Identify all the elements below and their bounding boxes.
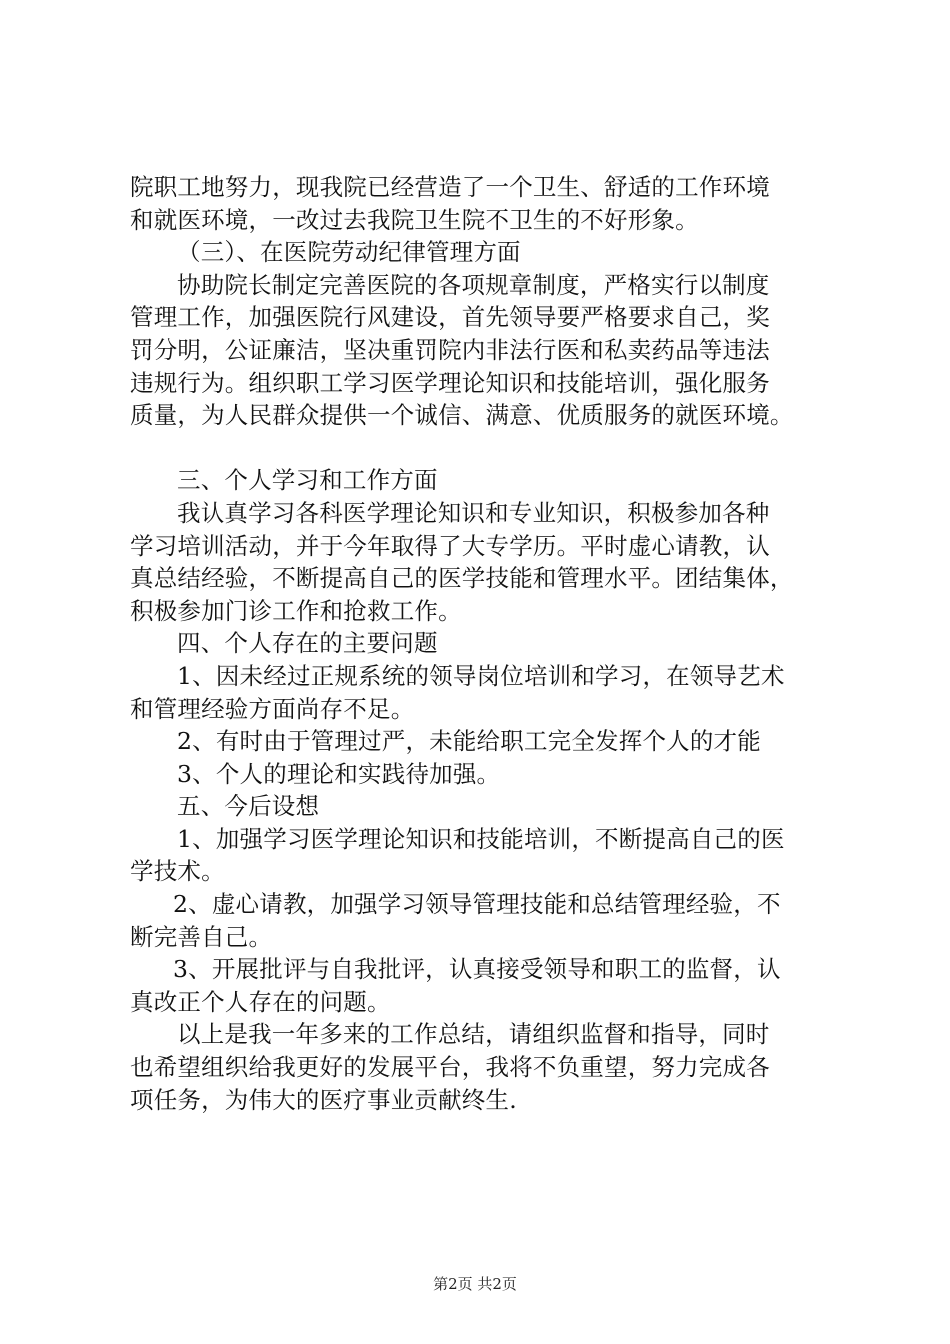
paragraph-line: 罚分明，公证廉洁，坚决重罚院内非法行医和私卖药品等违法	[130, 335, 770, 364]
section-heading: 四、个人存在的主要问题	[177, 629, 438, 658]
paragraph-line: 院职工地努力，现我院已经营造了一个卫生、舒适的工作环境	[130, 173, 770, 201]
paragraph-line: 和管理经验方面尚存不足。	[130, 694, 415, 723]
paragraph-line: 学习培训活动，并于今年取得了大专学历。平时虚心请教，认	[130, 531, 770, 560]
paragraph-line: 积极参加门诊工作和抢救工作。	[130, 596, 462, 625]
paragraph-line: 学技术。	[130, 857, 225, 886]
list-item: 1、加强学习医学理论知识和技能培训，不断提高自己的医	[177, 824, 785, 853]
paragraph-line: 以上是我一年多来的工作总结，请组织监督和指导，同时	[177, 1020, 770, 1049]
section-heading: 五、今后设想	[177, 792, 320, 821]
blank-line	[130, 432, 835, 465]
document-body	[130, 171, 835, 1116]
page-number-footer: 第2页 共2页	[433, 1275, 517, 1293]
section-heading: （三）、在医院劳动纪律管理方面	[177, 238, 521, 267]
paragraph-line: 质量，为人民群众提供一个诚信、满意、优质服务的就医环境。	[130, 401, 794, 430]
paragraph-line: 和就医环境，一改过去我院卫生院不卫生的不好形象。	[130, 205, 699, 234]
list-item: 3、开展批评与自我批评，认真接受领导和职工的监督，认	[173, 955, 781, 984]
paragraph-line: 协助院长制定完善医院的各项规章制度，严格实行以制度	[177, 270, 770, 299]
list-item: 2、虚心请教，加强学习领导管理技能和总结管理经验，不	[173, 890, 781, 919]
paragraph-line: 真总结经验，不断提高自己的医学技能和管理水平。团结集体，	[130, 564, 794, 593]
paragraph-line: 也希望组织给我更好的发展平台，我将不负重望，努力完成各	[130, 1053, 770, 1082]
list-item: 3、个人的理论和实践待加强。	[177, 759, 501, 788]
paragraph-line: 真改正个人存在的问题。	[130, 987, 391, 1016]
paragraph-line: 断完善自己。	[130, 922, 273, 951]
paragraph-line: 项任务，为伟大的医疗事业贡献终生.	[130, 1085, 517, 1114]
list-item: 1、因未经过正规系统的领导岗位培训和学习，在领导艺术	[177, 661, 785, 690]
section-heading: 三、个人学习和工作方面	[177, 466, 438, 495]
list-item: 2、有时由于管理过严，未能给职工完全发挥个人的才能	[177, 727, 761, 756]
paragraph-line: 管理工作，加强医院行风建设，首先领导要严格要求自己，奖	[130, 303, 770, 332]
paragraph-line: 违规行为。组织职工学习医学理论知识和技能培训，强化服务	[130, 368, 770, 397]
paragraph-line: 我认真学习各科医学理论知识和专业知识，积极参加各种	[177, 498, 770, 527]
